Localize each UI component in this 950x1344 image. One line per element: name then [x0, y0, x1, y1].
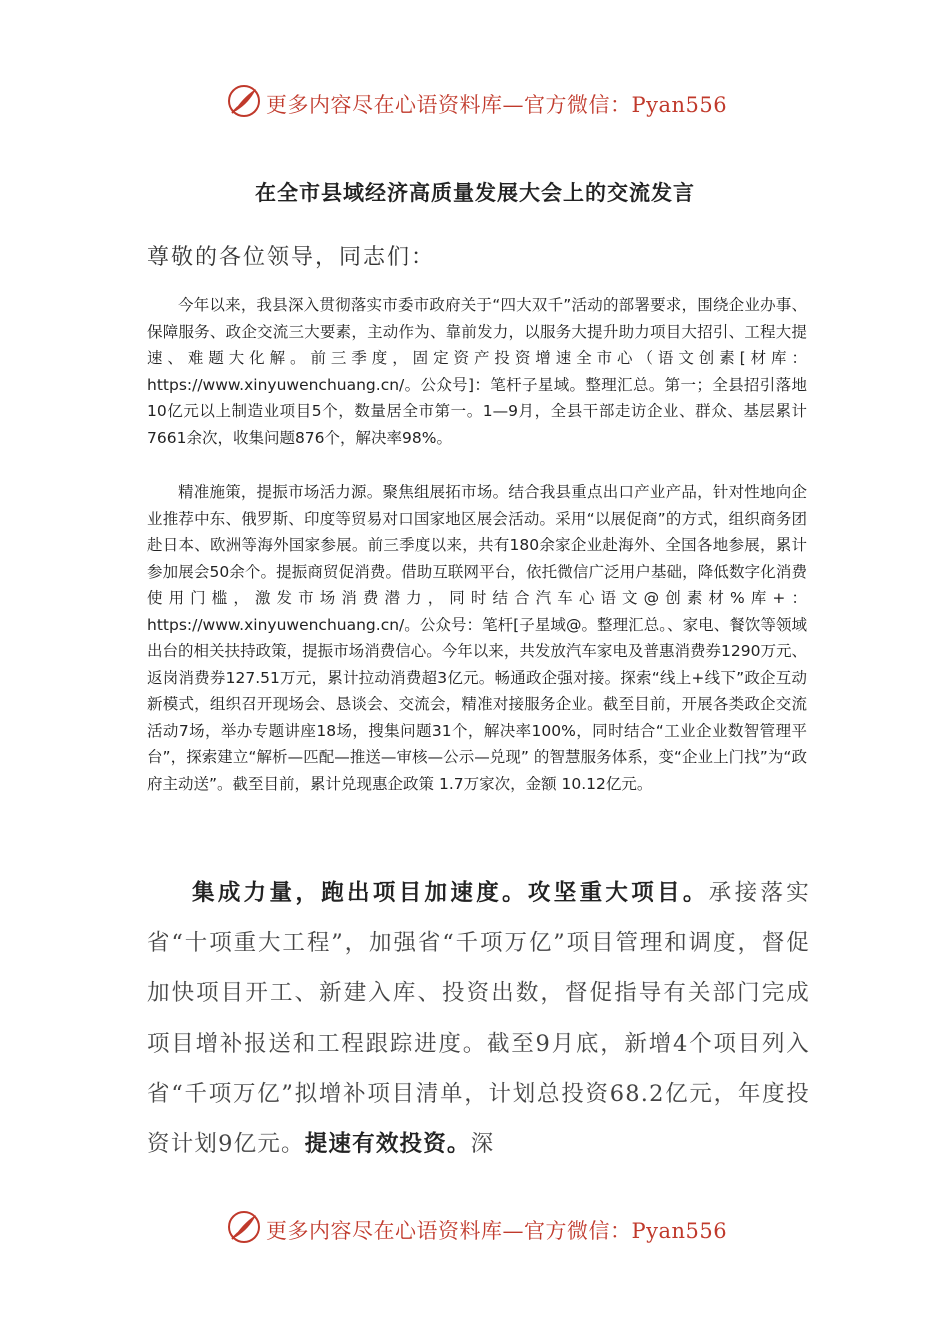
watermark-banner-bottom [226, 1207, 746, 1251]
document-title: 在全市县域经济高质量发展大会上的交流发言 [255, 181, 695, 205]
watermark-prefix: 更多内容尽在心语资料库 [266, 93, 503, 117]
watermark-dash: — [502, 1219, 524, 1243]
watermark-text [266, 89, 727, 119]
paragraph-1: 今年以来，我县深入贯彻落实市委市政府关于“四大双千”活动的部署要求，围绕企业办事、保障服务、政企交流三大要素，主动作为、靠前发力，以服务大提升助力项目大招引、工程大提速、难题大化解。前三季度，固定资产投资增速全市心（语文创素[材库：https://www.xinyuwenchuang.cn/。公众号]：笔杆子星域。整理汇总。第一；全县招引落地10亿元以上制造业项目5个，数量居全市第一。1—9月，全县干部走访企业、群众、基层累计7661余次，收集问题876个，解决率98%。 [147, 296, 807, 447]
paragraph-3-tail-heading: 提速有效投资。 [304, 1131, 471, 1158]
watermark-suffix: 官方微信： [524, 93, 632, 117]
paragraph-3-body: 承接落实省“十项重大工程”，加强省“千项万亿”项目管理和调度，督促加快项目开工、新建入库、投资出数，督促指导有关部门完成项目增补报送和工程跟踪进度。截至9月底，新增4个项目列入省“千项万亿”拟增补项目清单，计划总投资68.2亿元，年度投资计划9亿元。 [147, 880, 810, 1158]
quill-logo-icon [226, 1209, 262, 1245]
paragraph-3 [147, 868, 810, 1169]
paragraph-3-heading: 集成力量，跑出项目加速度。攻坚重大项目。 [192, 880, 709, 906]
watermark-banner-top [226, 81, 746, 125]
watermark-suffix: 官方微信： [524, 1219, 632, 1243]
watermark-dash: — [502, 93, 524, 117]
watermark-prefix: 更多内容尽在心语资料库 [266, 1219, 503, 1243]
paragraph-2: 精准施策，提振市场活力源。聚焦组展拓市场。结合我县重点出口产业产品，针对性地向企业推荐中东、俄罗斯、印度等贸易对口国家地区展会活动。采用“以展促商”的方式，组织商务团赴日本、欧洲等海外国家参展。前三季度以来，共有180余家企业赴海外、全国各地参展，累计参加展会50余个。提振商贸促消费。借助互联网平台，依托微信广泛用户基础，降低数字化消费使用门槛，激发市场消费潜力，同时结合汽车心语文@创素材%库+：https://www.xinyuwenchuang.cn/。公众号：笔杆[子星域@。整理汇总。、家电、餐饮等领域出台的相关扶持政策，提振市场消费信心。今年以来，共发放汽车家电及普惠消费券1290万元、返岗消费券127.51万元，累计拉动消费超3亿元。畅通政企强对接。探索“线上+线下”政企互动新模式，组织召开现场会、恳谈会、交流会，精准对接服务企业。截至目前，开展各类政企交流活动7场，举办专题讲座18场，搜集问题31个，解决率100%，同时结合“工业企业数智管理平台”，探索建立“解析—匹配—推送—审核—公示—兑现” 的智慧服务体系，变“企业上门找”为“政府主动送”。截至目前，累计兑现惠企政策 1.7万家次，金额 10.12亿元。 [147, 483, 807, 793]
watermark-wechat-id: Pyan556 [631, 1219, 728, 1243]
paragraph-3-tail: 深 [470, 1131, 495, 1158]
quill-logo-icon [226, 83, 262, 119]
salutation: 尊敬的各位领导，同志们： [147, 245, 436, 270]
watermark-text [266, 1215, 727, 1245]
watermark-wechat-id: Pyan556 [631, 93, 728, 117]
